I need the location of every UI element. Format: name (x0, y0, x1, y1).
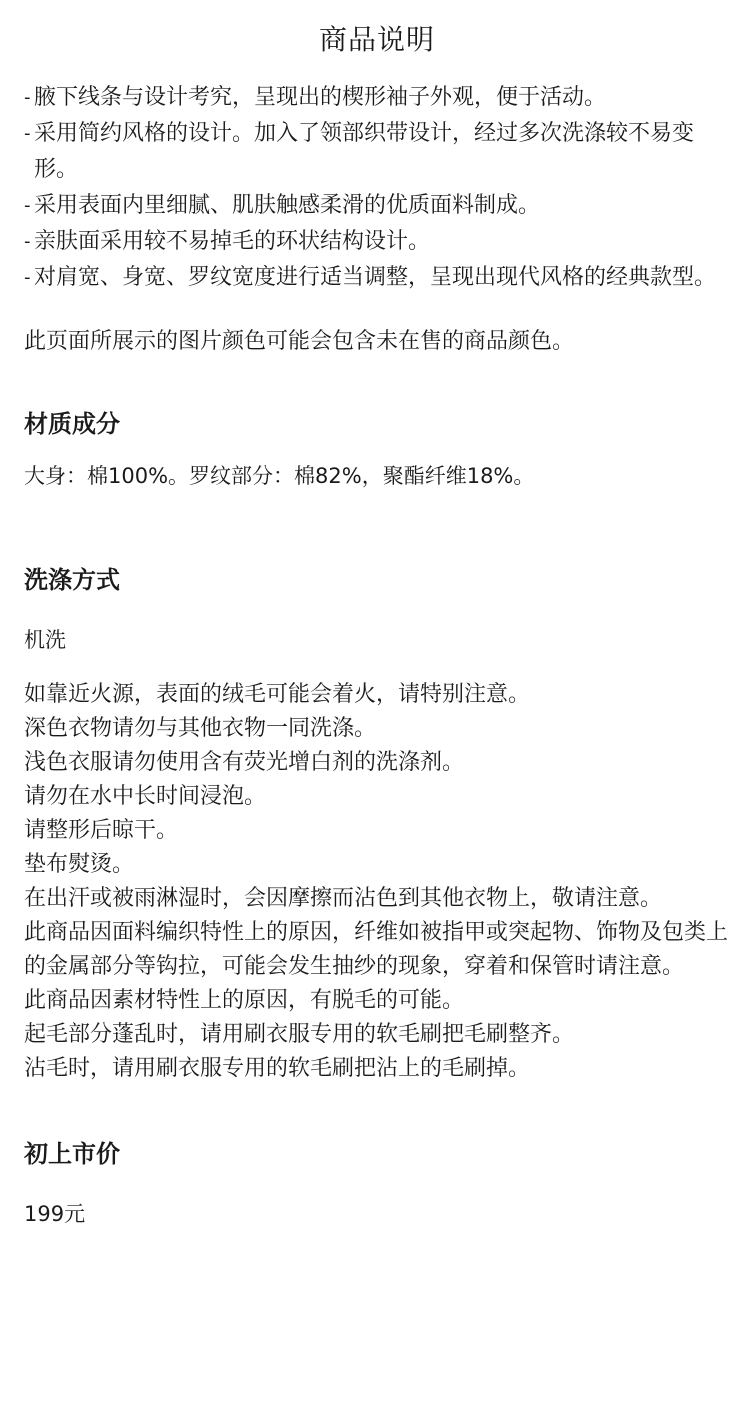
page-title: 商品说明 (318, 23, 435, 56)
washing-heading: 洗涤方式 (24, 566, 120, 594)
care-instruction: 深色衣物请勿与其他衣物一同洗涤。 (24, 716, 377, 741)
feature-text: 采用表面内里细腻、肌肤触感柔滑的优质面料制成。 (34, 193, 541, 218)
launch-price: 199元 (24, 1202, 86, 1226)
care-instruction: 沾毛时，请用刷衣服专用的软毛刷把沾上的毛刷掉。 (24, 1056, 531, 1081)
care-instruction: 浅色衣服请勿使用含有荧光增白剂的洗涤剂。 (24, 750, 465, 775)
care-instruction: 此商品因素材特性上的原因，有脱毛的可能。 (24, 988, 465, 1013)
feature-text: 对肩宽、身宽、罗纹宽度进行适当调整，呈现出现代风格的经典款型。 (34, 265, 717, 290)
bullet-marker: - (24, 231, 31, 252)
care-instruction: 起毛部分蓬乱时，请用刷衣服专用的软毛刷把毛刷整齐。 (24, 1022, 575, 1047)
feature-item (24, 80, 730, 116)
material-heading: 材质成分 (24, 410, 120, 438)
bullet-marker: - (24, 123, 31, 144)
feature-item (24, 188, 730, 224)
feature-list (24, 80, 730, 296)
care-instruction: 垫布熨烫。 (24, 852, 135, 877)
care-instruction: 请勿在水中长时间浸泡。 (24, 784, 267, 809)
feature-item (24, 260, 730, 296)
price-heading: 初上市价 (24, 1140, 120, 1168)
care-instruction: 如靠近火源，表面的绒毛可能会着火，请特别注意。 (24, 682, 531, 707)
feature-item (24, 224, 730, 260)
feature-item (24, 116, 730, 188)
feature-text: 亲肤面采用较不易掉毛的环状结构设计。 (34, 229, 431, 254)
care-instructions-list (24, 678, 730, 1086)
care-instruction: 请整形后晾干。 (24, 818, 179, 843)
bullet-marker: - (24, 195, 31, 216)
color-disclaimer: 此页面所展示的图片颜色可能会包含未在售的商品颜色。 (24, 329, 575, 354)
bullet-marker: - (24, 267, 31, 288)
care-instruction: 此商品因面料编织特性上的原因，纤维如被指甲或突起物、饰物及包类上的金属部分等钩拉，可能会发生抽纱的现象，穿着和保管时请注意。 (24, 920, 729, 979)
care-instruction: 在出汗或被雨淋湿时，会因摩擦而沾色到其他衣物上，敬请注意。 (24, 886, 663, 911)
bullet-marker: - (24, 87, 31, 108)
material-composition: 大身：棉100%。罗纹部分：棉82%，聚酯纤维18%。 (24, 464, 535, 488)
feature-text: 采用简约风格的设计。加入了领部织带设计，经过多次洗涤较不易变形。 (34, 121, 695, 182)
feature-text: 腋下线条与设计考究，呈现出的楔形袖子外观，便于活动。 (34, 85, 607, 110)
washing-method: 机洗 (24, 628, 66, 652)
